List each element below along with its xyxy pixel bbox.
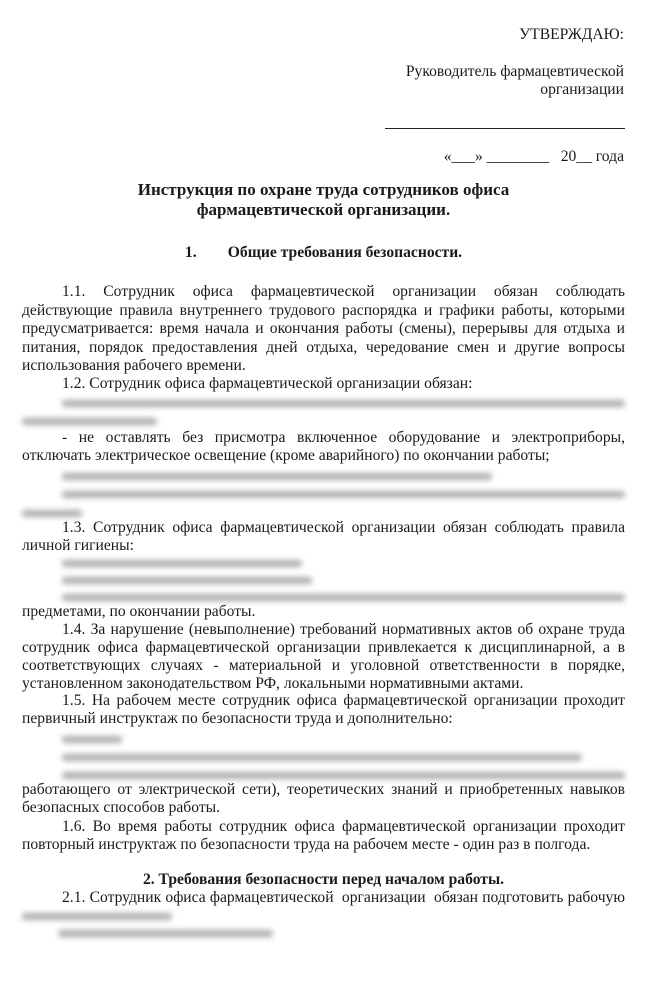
section-2-heading: 2. Требования безопасности перед началом работы. bbox=[142, 871, 505, 888]
text-line: действующие правила внутреннего трудового распорядка и графики работы, которыми bbox=[22, 302, 625, 319]
paragraph-2-1: 2.1. Сотрудник офиса фармацевтической организации обязан подготовить рабочую bbox=[62, 889, 625, 906]
blurred-text bbox=[62, 473, 492, 480]
text-line: 1.1. Сотрудник офиса фармацевтической организации обязан соблюдать bbox=[62, 283, 625, 300]
document-title-2: фармацевтической организации. bbox=[196, 200, 451, 219]
blurred-text bbox=[58, 930, 273, 937]
text-line: предусматривается: время начала и окончания работы (смены), перерывы для отдыха и bbox=[22, 320, 625, 337]
blurred-text bbox=[62, 754, 582, 761]
paragraph-1-2: 1.2. Сотрудник офиса фармацевтической организации обязан: bbox=[62, 375, 473, 392]
text-line: 1.3. Сотрудник офиса фармацевтической организации обязан соблюдать правила bbox=[62, 519, 625, 536]
text-line: питания, порядок предоставления дней отдыха, чередование смен и другие вопросы bbox=[22, 339, 625, 356]
paragraph-1-5-end: работающего от электрической сети), теоретических знаний и приобретенных навыков bbox=[22, 781, 625, 798]
text-line: повторный инструктаж по безопасности труда на рабочем месте - один раз в полгода. bbox=[22, 836, 591, 853]
blurred-text bbox=[62, 560, 302, 567]
signature-line bbox=[385, 128, 625, 129]
blurred-text bbox=[22, 418, 157, 425]
paragraph-1-3-end: предметами, по окончании работы. bbox=[22, 603, 256, 620]
blurred-text bbox=[62, 400, 625, 407]
text-line: первичный инструктаж по безопасности труда и дополнительно: bbox=[22, 710, 453, 727]
text-line: 1.5. На рабочем месте сотрудник офиса фармацевтической организации проходит bbox=[62, 692, 625, 709]
blurred-text bbox=[22, 913, 172, 920]
blurred-text bbox=[62, 736, 122, 743]
text-line: сотрудник офиса фармацевтической организации привлекается к дисциплинарной, а в bbox=[22, 639, 625, 656]
blurred-text bbox=[62, 772, 625, 779]
text-line: использования рабочего времени. bbox=[22, 357, 246, 374]
approval-date: «___» ________ 20__ года bbox=[443, 148, 624, 165]
text-line: 1.6. Во время работы сотрудник офиса фармацевтической организации проходит bbox=[62, 818, 625, 835]
document-title: Инструкция по охране труда сотрудников офиса bbox=[137, 180, 510, 199]
text-line: соответствующих случаях - материальной и уголовной ответственности в порядке, bbox=[22, 657, 625, 674]
blurred-text bbox=[62, 577, 312, 584]
section-1-heading: 1. Общие требования безопасности. bbox=[184, 244, 463, 261]
list-item: - не оставлять без присмотра включенное оборудование и электроприборы, bbox=[62, 429, 625, 446]
approver-position: Руководитель фармацевтической bbox=[405, 63, 624, 80]
text-line: 1.4. За нарушение (невыполнение) требований нормативных актов об охране труда bbox=[62, 621, 625, 638]
paragraph-1-5-end-2: безопасных способов работы. bbox=[22, 799, 221, 816]
blurred-text bbox=[62, 594, 625, 601]
text-line: личной гигиены: bbox=[22, 537, 134, 554]
approver-position-2: организации bbox=[540, 81, 624, 98]
text-line: установленном законодательством РФ, локальными нормативными актами. bbox=[22, 675, 524, 692]
blurred-text bbox=[22, 510, 82, 517]
blurred-text bbox=[62, 491, 625, 498]
approve-label: УТВЕРЖДАЮ: bbox=[519, 26, 624, 43]
list-item-cont: отключать электрическое освещение (кроме аварийного) по окончании работы; bbox=[22, 447, 550, 464]
